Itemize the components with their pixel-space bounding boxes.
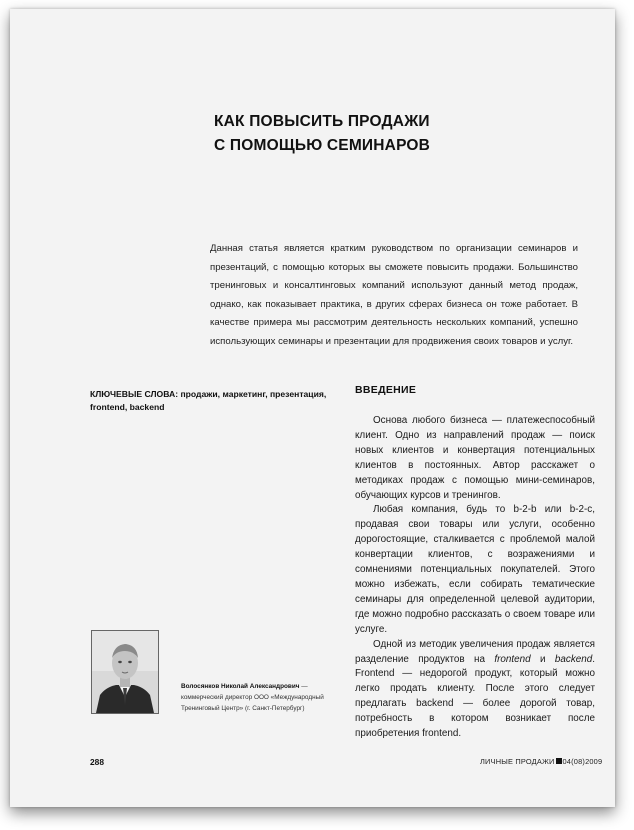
- article-title-line-2: С ПОМОЩЬЮ СЕМИНАРОВ: [214, 137, 431, 154]
- body-paragraph-2: Любая компания, будь то b-2-b или b-2-c, продавая свои товары или услуги, особенно дорогостоящие, сталкивается с проблемой малой конвертации клиентов, с возражениями и сомнениями потенциальных покупателей. Этого можно избежать, если собирать тематические семинары для определенной целевой аудитории, где можно подробно рассказать о своем товаре или услуге.: [355, 504, 595, 635]
- journal-footer: [480, 757, 602, 766]
- section-heading: ВВЕДЕНИЕ: [355, 384, 417, 396]
- author-caption: [181, 682, 333, 714]
- square-bullet-icon: [556, 758, 562, 764]
- article-title-line-1: КАК ПОВЫСИТЬ ПРОДАЖИ: [214, 113, 430, 130]
- author-description: — коммерческий директор ООО «Международный Тренинговый Центр» (г. Санкт-Петербург): [181, 683, 324, 712]
- article-title: [214, 110, 544, 158]
- article-abstract: Данная статья является кратким руководством по организации семинаров и презентаций, с помощью которых вы сможете повысить продажи. Большинство тренинговых и консалтинговых компаний используют данный метод продаж, однако, как показывает практика, в других сферах бизнеса он тоже работает. В качестве примера мы рассмотрим деятельность нескольких компаний, успешно использующих семинары и презентации для продвижения своих товаров и услуг.: [210, 243, 578, 347]
- page-number: 288: [90, 757, 104, 767]
- journal-name: ЛИЧНЫЕ ПРОДАЖИ: [480, 757, 555, 766]
- body-paragraph-3: [355, 638, 595, 742]
- body-paragraph-1: Основа любого бизнеса — платежеспособный клиент. Одно из направлений продаж — поиск новых клиентов и конвертация потенциальных клиентов в постоянных. Автор расскажет о методиках продаж с помощью мини-семинаров, обучающих курсов и тренингов.: [355, 415, 595, 501]
- body-paragraph-3-start: Одной из методик увеличения продаж является разделение продуктов на: [355, 638, 595, 665]
- body-paragraph-3-and: и: [530, 653, 555, 665]
- keywords-label: КЛЮЧЕВЫЕ СЛОВА:: [90, 389, 179, 399]
- term-frontend: frontend: [494, 653, 531, 665]
- author-portrait-image: [92, 631, 158, 713]
- author-name: Волосянков Николай Александрович: [181, 683, 300, 690]
- author-photo: [91, 630, 159, 714]
- keywords-text: продажи, маркетинг, презентация, frontend, backend: [90, 389, 327, 412]
- term-backend: backend: [554, 653, 593, 665]
- keywords-block: [90, 388, 330, 413]
- body-paragraph-3-end: . Frontend — недорогой продукт, который можно легко продать клиенту. После этого следует предлагать backend — более дорогой товар, потребность в котором возникает после приобретения frontend.: [355, 653, 595, 740]
- article-body: [355, 414, 595, 742]
- magazine-page: [10, 9, 615, 807]
- journal-issue: 04(08)2009: [562, 757, 603, 766]
